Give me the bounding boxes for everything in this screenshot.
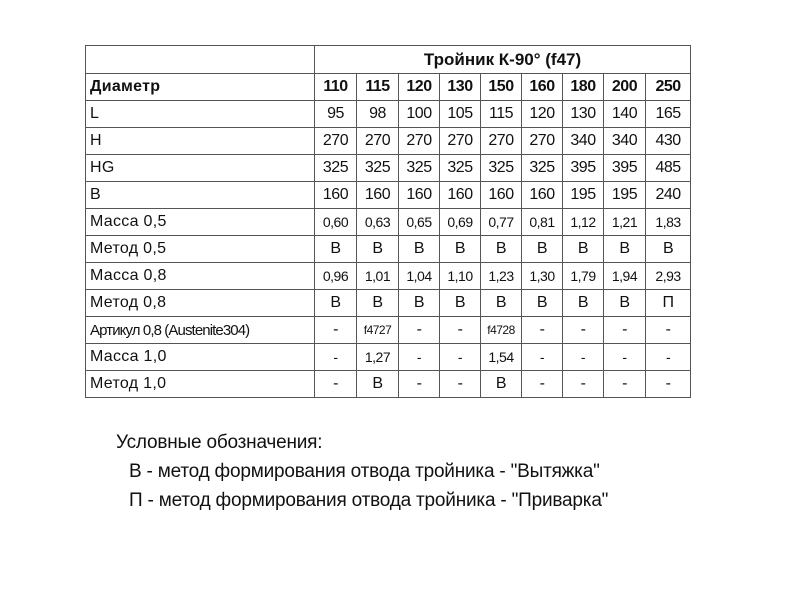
table-cell: -	[604, 344, 646, 371]
table-cell: 325	[315, 155, 357, 182]
table-cell: 195	[604, 182, 646, 209]
table-cell: 1,79	[563, 263, 604, 290]
table-cell: -	[399, 344, 440, 371]
table-cell: 2,93	[646, 263, 691, 290]
table-cell: f4728	[481, 317, 522, 344]
row-label: HG	[86, 155, 315, 182]
table-cell: -	[604, 317, 646, 344]
table-cell: В	[399, 236, 440, 263]
table-cell: В	[481, 290, 522, 317]
row-label: Масса 0,8	[86, 263, 315, 290]
table-cell: -	[315, 371, 357, 398]
table-cell: В	[604, 290, 646, 317]
table-cell: -	[440, 371, 481, 398]
table-cell: В	[357, 236, 399, 263]
table-cell: f4727	[357, 317, 399, 344]
table-cell: В	[522, 236, 563, 263]
table-cell: 0,96	[315, 263, 357, 290]
table-cell: 1,10	[440, 263, 481, 290]
table-cell: 1,27	[357, 344, 399, 371]
table-cell: -	[399, 317, 440, 344]
table-cell: 1,30	[522, 263, 563, 290]
table-title: Тройник К-90° (f47)	[315, 46, 691, 74]
row-label: L	[86, 101, 315, 128]
table-cell: 95	[315, 101, 357, 128]
table-cell: 0,65	[399, 209, 440, 236]
table-cell: -	[522, 371, 563, 398]
diameter-header-cell: 115	[357, 74, 399, 101]
diameter-header-label: Диаметр	[86, 74, 315, 101]
table-cell: 0,81	[522, 209, 563, 236]
diameter-header-cell: 150	[481, 74, 522, 101]
table-cell: 0,63	[357, 209, 399, 236]
table-row	[86, 155, 691, 182]
table-cell: 240	[646, 182, 691, 209]
table-cell: 1,12	[563, 209, 604, 236]
table-cell: -	[563, 371, 604, 398]
table-row	[86, 101, 691, 128]
row-label: H	[86, 128, 315, 155]
table-cell: 0,60	[315, 209, 357, 236]
table-cell: В	[315, 290, 357, 317]
table-cell: 270	[357, 128, 399, 155]
table-cell: В	[563, 290, 604, 317]
row-label: B	[86, 182, 315, 209]
table-cell: -	[522, 344, 563, 371]
table-cell: -	[646, 344, 691, 371]
table-cell: -	[315, 344, 357, 371]
table-cell: 395	[604, 155, 646, 182]
table-cell: 270	[522, 128, 563, 155]
table-row	[86, 128, 691, 155]
table-cell: В	[399, 290, 440, 317]
table-cell: -	[646, 317, 691, 344]
table-cell: 325	[440, 155, 481, 182]
table-cell: В	[481, 236, 522, 263]
title-row	[86, 46, 691, 74]
table-cell: 160	[481, 182, 522, 209]
table-cell: 105	[440, 101, 481, 128]
table-row	[86, 371, 691, 398]
table-cell: В	[563, 236, 604, 263]
table-cell: 160	[399, 182, 440, 209]
table-cell: 270	[315, 128, 357, 155]
table-cell: 195	[563, 182, 604, 209]
table-cell: В	[481, 371, 522, 398]
table-cell: 100	[399, 101, 440, 128]
table-cell: В	[440, 236, 481, 263]
table-cell: 270	[481, 128, 522, 155]
table-cell: 1,04	[399, 263, 440, 290]
table-cell: 130	[563, 101, 604, 128]
table-cell: В	[522, 290, 563, 317]
table-cell: 325	[399, 155, 440, 182]
table-cell: -	[315, 317, 357, 344]
table-cell: 270	[399, 128, 440, 155]
table-cell: 0,77	[481, 209, 522, 236]
table-cell: -	[440, 344, 481, 371]
row-label: Метод 0,8	[86, 290, 315, 317]
table-cell: 395	[563, 155, 604, 182]
table-cell: В	[357, 371, 399, 398]
row-label: Артикул 0,8 (Austenite304)	[86, 317, 315, 344]
table-cell: -	[563, 317, 604, 344]
table-cell: 1,23	[481, 263, 522, 290]
table-cell: 140	[604, 101, 646, 128]
row-label: Масса 0,5	[86, 209, 315, 236]
diameter-header-cell: 120	[399, 74, 440, 101]
row-label: Масса 1,0	[86, 344, 315, 371]
table-cell: 120	[522, 101, 563, 128]
table-cell: В	[604, 236, 646, 263]
table-cell: 160	[440, 182, 481, 209]
table-cell: 340	[563, 128, 604, 155]
title-spacer-cell	[86, 46, 315, 74]
table-cell: 340	[604, 128, 646, 155]
table-row	[86, 344, 691, 371]
table-cell: 1,94	[604, 263, 646, 290]
table-cell: В	[440, 290, 481, 317]
table-cell: 0,69	[440, 209, 481, 236]
diameter-header-cell: 130	[440, 74, 481, 101]
table-cell: -	[646, 371, 691, 398]
table-cell: 98	[357, 101, 399, 128]
diameter-header-cell: 160	[522, 74, 563, 101]
table-cell: -	[563, 344, 604, 371]
table-cell: 1,01	[357, 263, 399, 290]
legend-title: Условные обозначения:	[116, 432, 323, 453]
table-cell: П	[646, 290, 691, 317]
table-cell: 160	[315, 182, 357, 209]
table-row	[86, 290, 691, 317]
table-cell: 325	[357, 155, 399, 182]
table-row	[86, 236, 691, 263]
diameter-header-cell: 250	[646, 74, 691, 101]
table-row	[86, 263, 691, 290]
table-row	[86, 317, 691, 344]
table-cell: 1,83	[646, 209, 691, 236]
table-cell: В	[646, 236, 691, 263]
diameter-header-cell: 180	[563, 74, 604, 101]
specification-table	[85, 45, 691, 398]
table-cell: 165	[646, 101, 691, 128]
table-cell: 325	[522, 155, 563, 182]
table-cell: 325	[481, 155, 522, 182]
table-cell: 485	[646, 155, 691, 182]
table-cell: -	[399, 371, 440, 398]
table-cell: -	[604, 371, 646, 398]
table-cell: В	[357, 290, 399, 317]
diameter-header-cell: 200	[604, 74, 646, 101]
table-cell: 1,21	[604, 209, 646, 236]
legend-item-privarka: П - метод формирования отвода тройника - "Приварка"	[129, 490, 609, 511]
legend	[116, 428, 608, 515]
table-cell: 115	[481, 101, 522, 128]
row-label: Метод 1,0	[86, 371, 315, 398]
table-row	[86, 209, 691, 236]
legend-item-vytyazhka: В - метод формирования отвода тройника - "Вытяжка"	[129, 461, 600, 482]
table-cell: 160	[522, 182, 563, 209]
header-row	[86, 74, 691, 101]
table-cell: 430	[646, 128, 691, 155]
table-cell: -	[440, 317, 481, 344]
table-cell: 160	[357, 182, 399, 209]
table-cell: В	[315, 236, 357, 263]
table-cell: 1,54	[481, 344, 522, 371]
diameter-header-cell: 110	[315, 74, 357, 101]
table-cell: -	[522, 317, 563, 344]
row-label: Метод 0,5	[86, 236, 315, 263]
table-body	[86, 101, 691, 398]
table-row	[86, 182, 691, 209]
table-cell: 270	[440, 128, 481, 155]
